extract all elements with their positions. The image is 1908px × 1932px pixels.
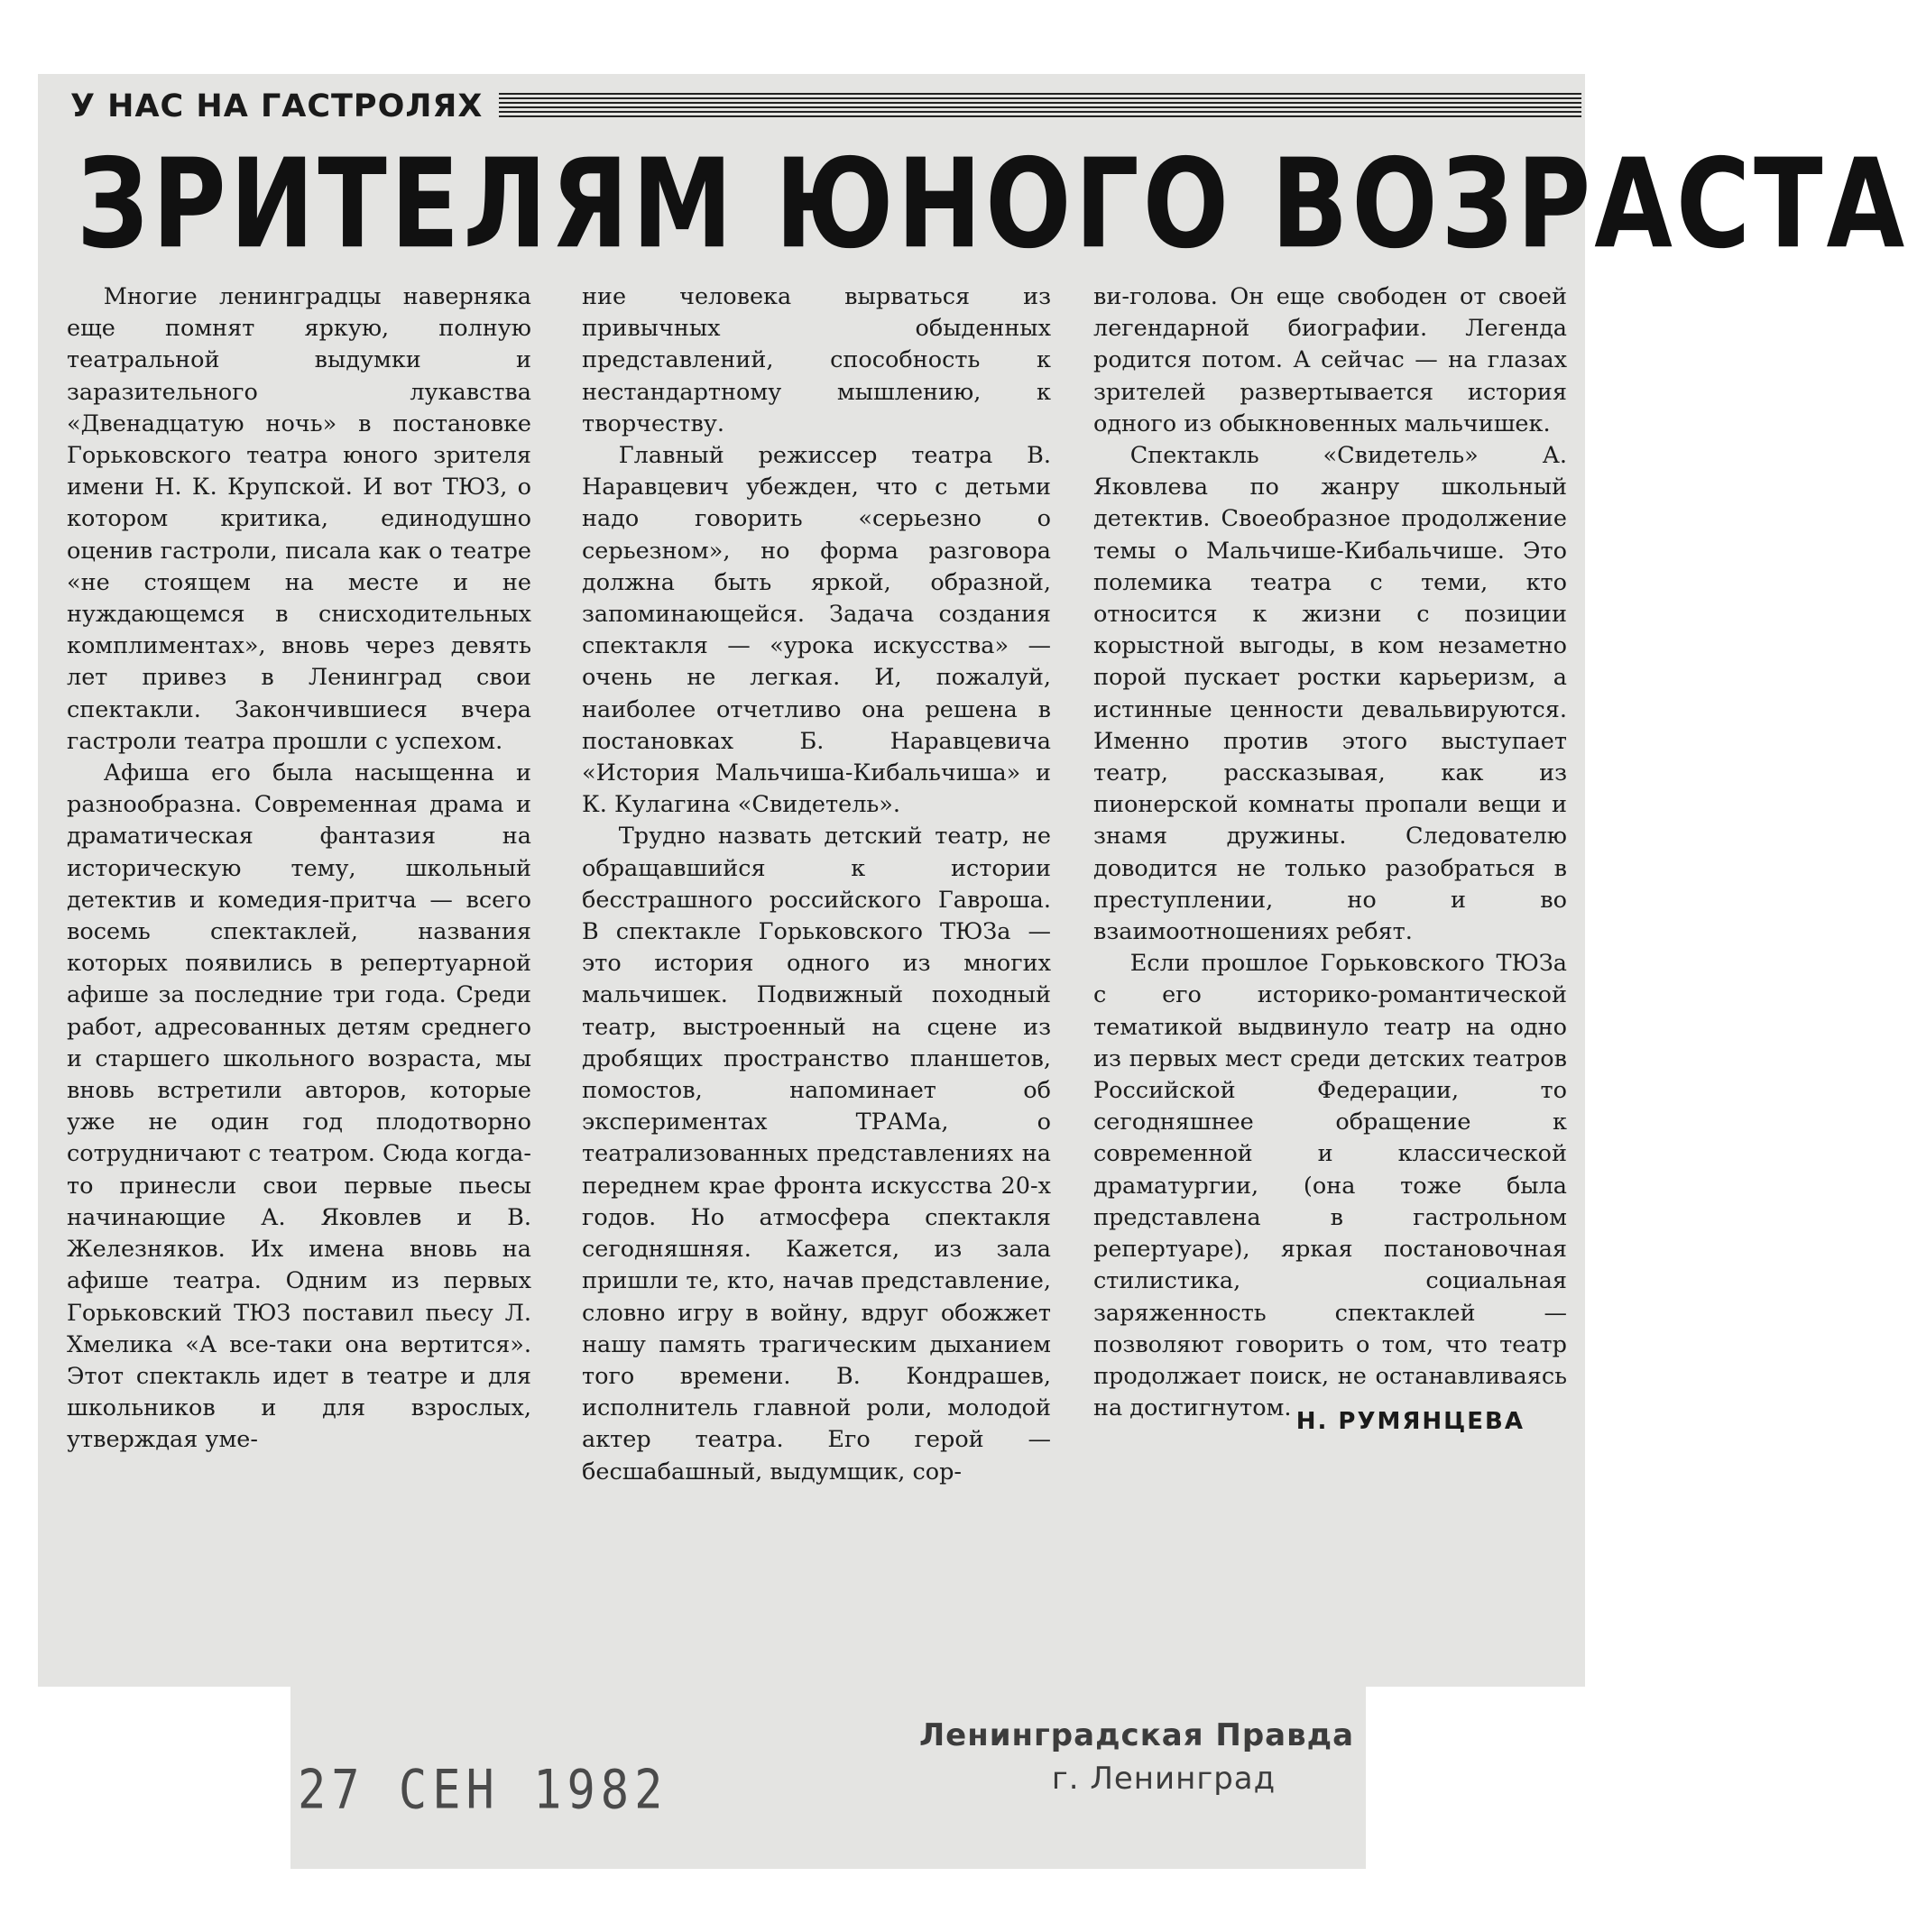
stamp-newspaper-name: Ленинградская Правда [918,1717,1355,1753]
article-column-3 [1093,281,1567,1424]
paragraph: Главный режиссер театра В. Наравцевич убежден, что с детьми надо говорить «серьезно о серьезном», но форма разговора должна быть яркой, образной, запоминающейся. Задача создания спектакля — «урока искусства» — очень не легкая. И, пожалуй, наиболее отчетливо она решена в постановках Б. Наравцевича «История Мальчиша-Кибальчиша» и К. Кулагина «Свидетель». [582,442,1051,819]
paragraph: Афиша его была насыщенна и разнообразна. Современная драма и драматическая фантазия на историческую тему, школьный детектив и комедия-притча — всего восемь спектаклей, названия которых появились в репертуарной афише за последние три года. Среди работ, адресованных детям среднего и старшего школьного возраста, мы вновь встретили авторов, которые уже не один год плодотворно сотрудничают с театром. Сюда когда-то принесли свои первые пьесы начинающие А. Яковлев и В. Железняков. Их имена вновь на афише театра. Одним из первых Горьковский ТЮЗ поставил пьесу Л. Хмелика «А все-таки она вертится». Этот спектакль идет в театре и для школьников и для взрослых, утверждая уме- [67,759,531,1454]
paragraph: Многие ленинградцы наверняка еще помнят яркую, полную театральной выдумки и заразительного лукавства «Двенадцатую ночь» в постановке Горьковского театра юного зрителя имени Н. К. Крупской. И вот ТЮЗ, о котором критика, единодушно оценив гастроли, писала как о театре «не стоящем на месте и не нуждающемся в снисходительных комплиментах», вновь через девять лет привез в Ленинград свои спектакли. Закончившиеся вчера гастроли театра прошли с успехом. [67,283,531,755]
article-column-1 [67,281,531,1457]
paragraph: Трудно назвать детский театр, не обращавшийся к истории бесстрашного российского Гавроша. В спектакле Горьковского ТЮЗа — это история одного из многих мальчишек. Подвижный походный театр, выстроенный на сцене из дробящих пространство планшетов, помостов, напоминает об экспериментах ТРАМа, о театрализованных представлениях на переднем крае фронта искусства 20-х годов. Но атмосфера спектакля сегодняшняя. Кажется, из зала пришли те, кто, начав представление, словно игру в войну, вдруг обожжет нашу память трагическим дыханием того времени. В. Кондрашев, исполнитель главной роли, молодой актер театра. Его герой — бесшабашный, выдумщик, сор- [582,823,1051,1486]
rubric-label: У НАС НА ГАСТРОЛЯХ [70,88,484,124]
rubric-rule [499,93,1581,120]
date-stamp: 27 СЕН 1982 [298,1759,668,1822]
paragraph: ние человека вырваться из привычных обыденных представлений, способность к нестандартному мышлению, к творчеству. [582,283,1051,437]
headline: ЗРИТЕЛЯМ ЮНОГО ВОЗРАСТА [77,133,1908,277]
stamp-city: г. Ленинград [1051,1761,1277,1797]
article-column-2 [582,281,1051,1488]
author-signature: Н. РУМЯНЦЕВА [1295,1408,1525,1435]
paragraph: Если прошлое Горьковского ТЮЗа с его историко-романтической тематикой выдвинуло театр на одно из первых мест среди детских театров Российской Федерации, то сегодняшнее обращение к современной и классической драматургии, (она тоже была представлена в гастрольном репертуаре), яркая постановочная стилистика, социальная заряженность спектаклей — позволяют говорить о том, что театр продолжает поиск, не останавливаясь на достигнутом. [1093,950,1567,1422]
rubric [70,87,1581,126]
paragraph: Спектакль «Свидетель» А. Яковлева по жанру школьный детектив. Своеобразное продолжение темы о Мальчише-Кибальчише. Это полемика театра с теми, кто относится к жизни с позиции корыстной выгоды, в ком незаметно порой пускает ростки карьеризм, а истинные ценности девальвируются. Именно против этого выступает театр, рассказывая, как из пионерской комнаты пропали вещи и знамя дружины. Следователю доводится не только разобраться в преступлении, но и во взаимоотношениях ребят. [1093,442,1567,946]
paragraph: ви-голова. Он еще свободен от своей легендарной биографии. Легенда родится потом. А сейчас — на глазах зрителей развертывается история одного из обыкновенных мальчишек. [1093,283,1567,437]
newspaper-stamp [911,1714,1362,1800]
